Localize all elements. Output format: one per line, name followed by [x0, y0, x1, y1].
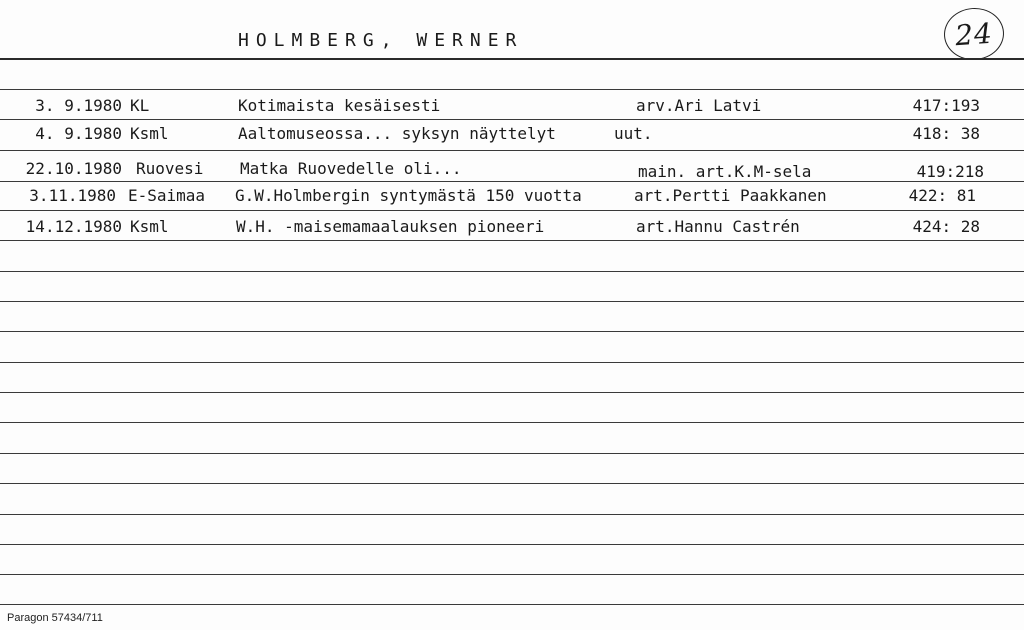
entry-reference: 422: 81 — [908, 186, 976, 205]
entry-date: 3. 9.1980 — [35, 96, 122, 115]
entry-source: E-Saimaa — [128, 186, 206, 205]
ruled-line — [0, 574, 1024, 575]
ruled-line — [0, 604, 1024, 605]
entry-row — [0, 92, 1024, 120]
entry-date: 22.10.1980 — [25, 159, 122, 178]
ruled-line — [0, 453, 1024, 454]
entry-title: Matka Ruovedelle oli... — [240, 159, 462, 178]
ruled-line — [0, 301, 1024, 302]
ruled-line — [0, 89, 1024, 90]
entry-source: Ruovesi — [136, 159, 204, 178]
entry-row — [0, 120, 1024, 148]
entry-author: main. art.K.M-sela — [638, 162, 812, 181]
ruled-line — [0, 271, 1024, 272]
entry-author: art.Pertti Paakkanen — [634, 186, 827, 205]
entry-source: KL — [130, 96, 150, 115]
ruled-line — [0, 210, 1024, 211]
entry-row — [0, 213, 1024, 241]
entry-reference: 418: 38 — [912, 124, 980, 143]
ruled-line — [0, 150, 1024, 151]
entry-reference: 424: 28 — [912, 217, 980, 236]
entry-row — [0, 182, 1024, 210]
ruled-line — [0, 331, 1024, 332]
entry-date: 14.12.1980 — [25, 217, 122, 236]
entry-reference: 419:218 — [916, 162, 984, 181]
entry-title: Aaltomuseossa... syksyn näyttelyt — [238, 124, 556, 143]
entry-title: W.H. -maisemamaalauksen pioneeri — [236, 217, 545, 236]
entry-author: art.Hannu Castrén — [636, 217, 800, 236]
ruled-line — [0, 544, 1024, 545]
entry-reference: 417:193 — [912, 96, 980, 115]
entry-source: Ksml — [130, 124, 169, 143]
entry-title: Kotimaista kesäisesti — [238, 96, 441, 115]
entry-source: Ksml — [130, 217, 169, 236]
card-title: HOLMBERG, WERNER — [238, 30, 524, 51]
ruled-line — [0, 514, 1024, 515]
entry-author: uut. — [614, 124, 653, 143]
entry-date: 3.11.1980 — [29, 186, 116, 205]
ruled-line — [0, 422, 1024, 423]
entry-author: arv.Ari Latvi — [636, 96, 762, 115]
entry-title: G.W.Holmbergin syntymästä 150 vuotta — [235, 186, 582, 205]
ruled-line — [0, 483, 1024, 484]
ruled-line — [0, 362, 1024, 363]
printer-imprint: Paragon 57434/711 — [7, 612, 103, 624]
entry-date: 4. 9.1980 — [35, 124, 122, 143]
ruled-line — [0, 240, 1024, 241]
header-rule — [0, 58, 1024, 60]
entry-row — [0, 155, 1024, 183]
ruled-line — [0, 392, 1024, 393]
card-number-circled: 24 — [942, 6, 1005, 62]
